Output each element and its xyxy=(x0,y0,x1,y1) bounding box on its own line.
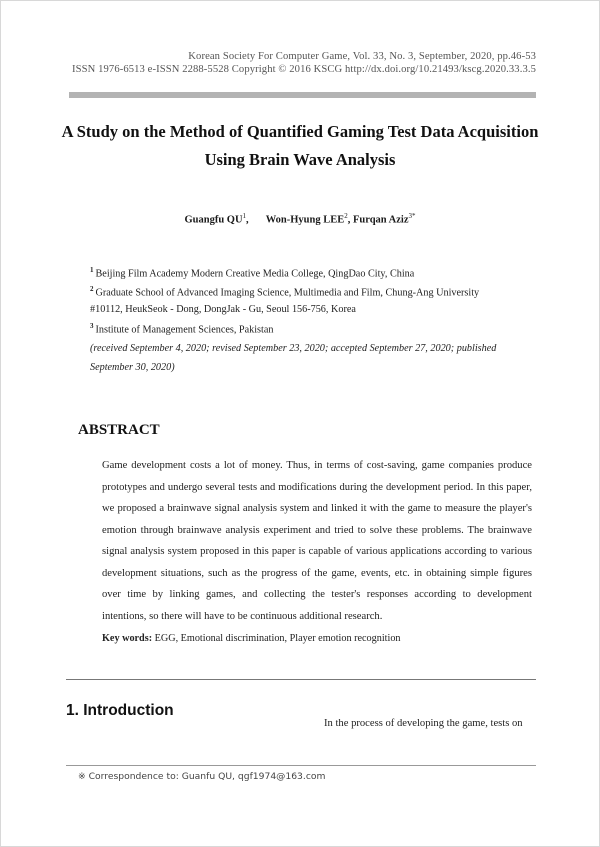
section-divider xyxy=(66,679,536,680)
paper-title-line-2: Using Brain Wave Analysis xyxy=(204,150,396,169)
abstract-body: Game development costs a lot of money. Thus, in terms of cost-saving, game companies produce prototypes and undergo several tests and modifications during the development period. In this paper, we proposed a brainwave signal analysis system and linked it with the game to measure the player's emotion through brainwave analysis experiment and tried to solve these problems. The brainwave signal analysis system proposed in this paper is capable of various applications according to various development situations, such as the progress of the game, events, etc. in obtaining simple figures over time by linking games, and collecting the tester's responses according to development intentions, so there will have to be continuous additional research. xyxy=(102,460,532,622)
keywords-label: Key words: xyxy=(102,633,153,644)
introduction-first-line: In the process of developing the game, tests on xyxy=(324,718,523,729)
author-list xyxy=(40,212,560,226)
affiliation-mark: 3 xyxy=(90,322,94,330)
affiliation-text: Institute of Management Sciences, Pakistan xyxy=(95,324,274,336)
affiliation-2-address: #10112, HeukSeok - Dong, DongJak - Gu, Seoul 156-756, Korea xyxy=(90,304,356,315)
affiliation-3 xyxy=(90,322,273,335)
affiliation-mark: 1 xyxy=(90,266,94,274)
author-affiliation-mark: 2 xyxy=(344,212,348,220)
issn-copyright-doi: ISSN 1976-6513 e-ISSN 2288-5528 Copyright © 2016 KSCG http://dx.doi.org/10.21493/kscg.2020.33.3.5 xyxy=(72,64,536,75)
keywords-text: EGG, Emotional discrimination, Player emotion recognition xyxy=(154,633,401,644)
abstract-heading: ABSTRACT xyxy=(78,422,160,438)
author-name: Guangfu QU xyxy=(184,214,243,226)
affiliation-text: Beijing Film Academy Modern Creative Media College, QingDao City, China xyxy=(95,268,415,280)
author-affiliation-mark: 1 xyxy=(242,212,247,220)
affiliation-2 xyxy=(90,285,479,298)
author-separator: , xyxy=(246,214,249,226)
author-name: Furqan Aziz xyxy=(352,214,409,226)
affiliation-text: Graduate School of Advanced Imaging Science, Multimedia and Film, Chung-Ang University xyxy=(95,287,480,299)
affiliation-mark: 2 xyxy=(90,285,94,293)
header-bar xyxy=(69,92,536,98)
publication-history: (received September 4, 2020; revised September 23, 2020; accepted September 27, 2020; published September 30, 2020) xyxy=(90,343,497,373)
paper-title-line-1: A Study on the Method of Quantified Gaming Test Data Acquisition xyxy=(61,122,539,141)
affiliation-1 xyxy=(90,266,414,279)
keywords xyxy=(102,633,401,644)
introduction-heading: 1. Introduction xyxy=(66,702,174,719)
author-separator: , xyxy=(347,214,351,226)
author-name: Won-Hyung LEE xyxy=(265,214,345,226)
correspondence-footnote: ※ Correspondence to: Guanfu QU, qgf1974@163.com xyxy=(78,771,326,782)
footnote-divider xyxy=(66,765,536,766)
journal-citation: Korean Society For Computer Game, Vol. 33, No. 3, September, 2020, pp.46-53 xyxy=(188,51,536,62)
author-affiliation-mark: 3* xyxy=(408,212,416,220)
